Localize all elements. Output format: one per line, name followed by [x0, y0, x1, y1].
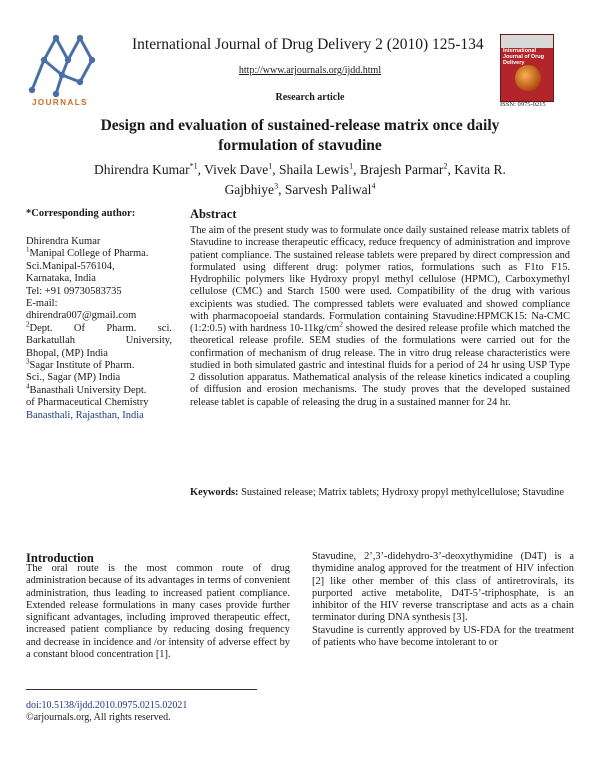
author-name: Brajesh Parmar	[359, 162, 444, 177]
author-name: Kavita R. Gajbhiye	[224, 162, 506, 197]
article-type: Research article	[275, 92, 345, 103]
author-affiliation: 1	[349, 161, 354, 171]
copyright-notice: ©arjournals.org, All rights reserved.	[26, 712, 171, 723]
introduction-paragraph: Stavudine, 2’,3’-didehydro-3’-deoxythymidine (D4T) is a thymidine analog approved for the treatment of HIV infection [2] like other member of this class of antiretrovirals, its purported active metabolite, D4T-5’-triphosphate, is an inhibitor of the HIV reverse transcriptase and acts as a chain terminator during DNA synthesis [3].	[312, 551, 574, 624]
email-label: E-mail:	[26, 298, 58, 310]
affiliation-number: 1	[26, 245, 30, 254]
affiliation-number: 4	[26, 382, 30, 391]
paper-title: Design and evaluation of sustained-release matrix once daily formulation of stavudine	[100, 117, 500, 154]
journal-url-link[interactable]: http://www.arjournals.org/ijdd.html	[238, 65, 382, 76]
email-address[interactable]: dhirendra007@gmail.com	[26, 310, 137, 322]
affiliation-number: 3	[26, 357, 30, 366]
journal-cover-image	[500, 34, 554, 102]
author-name: Sarvesh Paliwal	[284, 182, 372, 197]
corresponding-author-details	[26, 236, 172, 422]
issn: ISSN: 0975-0215	[500, 101, 546, 108]
author-affiliation: 3	[274, 181, 279, 191]
corresponding-name: Dhirendra Kumar	[26, 236, 101, 247]
affiliation-text: Dept. Of Pharm. sci.	[29, 322, 172, 334]
footnote-divider	[26, 689, 257, 690]
author-affiliation: 4	[371, 181, 376, 191]
introduction-right-column	[312, 551, 574, 649]
abstract-superscript: 2	[339, 320, 343, 329]
abstract-text: showed the desired release profile which matched the theoretical release profile. SEM studies of the formulations were carried out for the confirmation of mechanism of drug release. The in vitro drug release characteristics were studied in both simulated gastric and intestinal fluids for a period of 24 hr using USP Type 2 dissolution apparatus. Mathematical analysis of the release kinetics indicated a coupling of diffusion and erosion mechanisms. The study proves that the developed sustained release tablet is capable of releasing the drug in a sustained manner for 24 hr.	[190, 323, 570, 408]
introduction-left-column: The oral route is the most common route of drug administration because of its advantages in terms of convenient administration, thus leading to increased patient compliance. Extended release formulations in many cases provide further significant advantages, including improved therapeutic effect, increased patient compliance by reducing dosing frequency and decrease in incidence and /or intensity of adverse effect by a constant blood concentration [1].	[26, 563, 290, 661]
affiliation-text: Sagar Institute of Pharm.	[29, 360, 135, 372]
author-name: Shaila Lewis	[278, 162, 350, 177]
abstract-body	[190, 225, 570, 409]
abstract-heading: Abstract	[190, 207, 237, 221]
affiliation-text: Banasthali, Rajasthan, India	[26, 409, 144, 421]
cover-title: International Journal of Drug Delivery	[503, 48, 544, 66]
affiliation-text: Karnataka, India	[26, 273, 96, 285]
affiliation-text: Banasthali University Dept.	[29, 384, 147, 396]
phone-number: Tel: +91 09730583735	[26, 285, 122, 297]
affiliation-text: of Pharmaceutical Chemistry	[26, 397, 149, 409]
affiliation-text: Manipal College of Pharma.	[29, 248, 149, 260]
introduction-heading: Introduction	[26, 551, 94, 565]
keywords-label: Keywords:	[190, 487, 239, 498]
abstract-text: The aim of the present study was to formulate once daily sustained release matrix tablets of Stavudine to increase therapeutic efficacy, reduce frequency of administration and improve patient compliance. The sustained release tablets were prepared by direct compression and formulated using different drug: polymer ratios, formulations such as F1to F15. Hydrophilic polymers like Hydroxy propyl methyl cellulose (HPMC), Carboxymethyl cellulose (CMC) and Starch 1500 were used. Compatibility of the drug with various excipients was studied. The compressed tablets were evaluated and showed compliance with pharmacopoeial standards. Formulation containing Stavudine:HPMCK15: Na-CMC (1:2:0.5) with hardness 10-11kg/cm	[190, 225, 571, 334]
keywords-text: Sustained release; Matrix tablets; Hydroxy propyl methylcellulose; Stavudine	[238, 487, 564, 498]
corresponding-author-label: *Corresponding author:	[26, 208, 136, 219]
affiliation-text: Barkatullah University,	[26, 335, 172, 347]
author-affiliation: 1	[268, 161, 273, 171]
journal-title: International Journal of Drug Delivery 2 (2010) 125-134	[132, 36, 484, 53]
keywords	[190, 486, 570, 499]
author-name: Vivek Dave	[204, 162, 269, 177]
logo-text: JOURNALS	[31, 98, 88, 107]
author-list: Dhirendra Kumar$^{*1}$, Vivek Dave$^1$, Shaila Lewis$^1$, Brajesh Parmar$^2$, Kavita R. Gajbhiye$^3$, Sarvesh Paliwal$^4$	[94, 161, 506, 197]
affiliation-text: Bhopal, (MP) India	[26, 347, 108, 359]
affiliation-number: 2	[26, 320, 30, 329]
doi-link[interactable]: doi:10.5138/ijdd.2010.0975.0215.02021	[26, 700, 188, 711]
author-affiliation: 2	[443, 161, 448, 171]
author-name: Dhirendra Kumar	[94, 162, 190, 177]
introduction-paragraph: Stavudine is currently approved by US-FDA for the treatment of patients who have become intolerant to or	[312, 624, 574, 649]
affiliation-text: Sci.Manipal-576104,	[26, 260, 115, 272]
affiliation-text: Sci., Sagar (MP) India	[26, 372, 121, 384]
author-affiliation: *1	[189, 161, 198, 171]
